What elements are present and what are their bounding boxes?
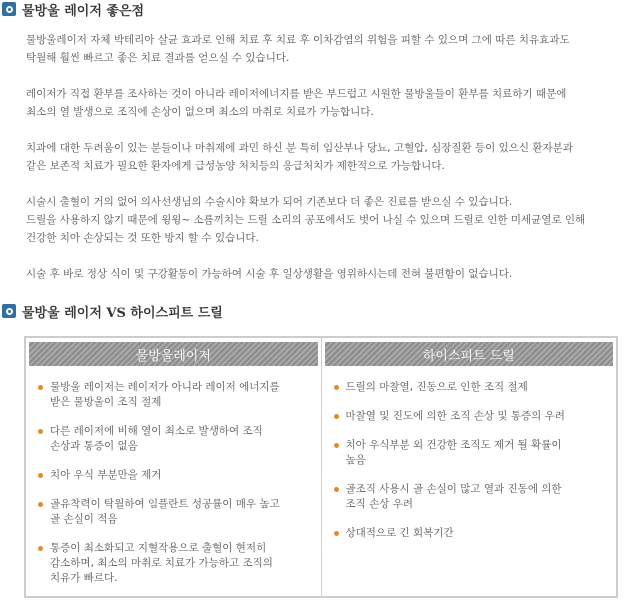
paragraph-line: 최소의 열 발생으로 조직에 손상이 없으며 최소의 마취로 치료가 가능합니다. xyxy=(26,106,374,118)
comparison-table xyxy=(24,336,618,598)
bullet-dot-icon xyxy=(334,487,339,492)
paragraph-line: 물방울레이저 자체 박테리아 살균 효과로 인해 치료 후 치료 후 이차감염의 위험을 피할 수 있으며 그에 따른 치유효과도 xyxy=(26,34,570,46)
paragraph-line: 건강한 치아 손상되는 것 또한 방지 할 수 있습니다. xyxy=(26,232,259,244)
paragraph-line: 시술 후 바로 정상 식이 및 구강활동이 가능하여 시술 후 일상생활을 영위하시는데 전혀 불편함이 없습니다. xyxy=(26,268,513,280)
paragraph-line: 드릴을 사용하지 않기 때문에 윙윙~ 소름끼치는 드릴 소리의 공포에서도 벗어 나실 수 있으며 드릴로 인한 미세균열로 인해 xyxy=(26,214,586,226)
bullet-dot-icon xyxy=(38,502,43,507)
drill-list xyxy=(322,366,617,541)
list-item: 통증이 최소화되고 지혈작용으로 출혈이 현저히 감소하며, 최소의 마취로 치료가 가능하고 조직의 치유가 빠르다. xyxy=(38,541,313,586)
section-title-text: 물방울 레이저 VS 하이스피트 드릴 xyxy=(22,305,223,321)
bullet-dot-icon xyxy=(334,385,339,390)
list-item: 치아 우식부분 외 건강한 조직도 제거 될 확률이 높음 xyxy=(334,438,609,468)
bullet-dot-icon xyxy=(334,414,339,419)
section-bullet-icon xyxy=(2,304,16,318)
drill-column-header: 하이스피트 드릴 xyxy=(325,342,614,366)
list-item: 마찰열 및 진도에 의한 조직 손상 및 통증의 우려 xyxy=(334,409,609,424)
paragraph-line: 치과에 대한 두려움이 있는 분들이나 마취제에 과민 하신 분 특히 임산부나 당뇨, 고혈압, 심장질환 등이 있으신 환자분과 xyxy=(26,142,573,154)
list-item: 골조직 사용시 골 손실이 많고 열과 진동에 의한 조직 손상 우려 xyxy=(334,482,609,512)
paragraph-5 xyxy=(26,265,626,283)
paragraph-4 xyxy=(26,193,626,247)
paragraph-2 xyxy=(26,85,626,121)
list-item: 상대적으로 긴 회복기간 xyxy=(334,526,609,541)
section-bullet-icon xyxy=(2,2,16,16)
list-item: 다른 레이저에 비해 열이 최소로 발생하여 조직 손상과 통증이 없음 xyxy=(38,424,313,454)
list-item: 치아 우식 부분만을 제거 xyxy=(38,468,313,483)
section-title-text: 물방울 레이저 좋은점 xyxy=(22,3,145,19)
laser-column xyxy=(26,338,321,596)
paragraph-line: 레이저가 직접 환부를 조사하는 것이 아니라 레이저에너지를 받은 부드럽고 시원한 물방울들이 환부를 치료하기 때문에 xyxy=(26,88,567,100)
list-item: 골유착력이 탁월하여 임플란트 성공률이 매우 높고 골 손실이 적음 xyxy=(38,497,313,527)
bullet-dot-icon xyxy=(334,443,339,448)
list-item: 물방울 레이저는 레이저가 아니라 레이저 에너지를 받은 물방울이 조직 절제 xyxy=(38,380,313,410)
bullet-dot-icon xyxy=(38,385,43,390)
bullet-dot-icon xyxy=(38,429,43,434)
bullet-dot-icon xyxy=(38,473,43,478)
section-title-comparison xyxy=(2,302,223,320)
drill-column xyxy=(321,338,617,596)
laser-list xyxy=(26,366,321,586)
paragraph-1 xyxy=(26,31,626,67)
paragraph-line: 시술시 출혈이 거의 없어 의사선생님의 수술시야 확보가 되어 기존보다 더 좋은 진료를 받으실 수 있습니다. xyxy=(26,196,513,208)
list-item: 드릴의 마찰열, 진동으로 인한 조직 절제 xyxy=(334,380,609,395)
paragraph-line: 같은 보존적 치료가 필요한 환자에게 급성농양 처치등의 응급처치가 제한적으로 가능합니다. xyxy=(26,160,445,172)
bullet-dot-icon xyxy=(334,531,339,536)
paragraph-line: 탁월해 훨씬 빠르고 좋은 치료 결과를 얻으실 수 있습니다. xyxy=(26,52,290,64)
bullet-dot-icon xyxy=(38,546,43,551)
paragraph-3 xyxy=(26,139,626,175)
laser-column-header: 물방울레이저 xyxy=(29,342,318,366)
section-title-advantages xyxy=(2,0,144,18)
